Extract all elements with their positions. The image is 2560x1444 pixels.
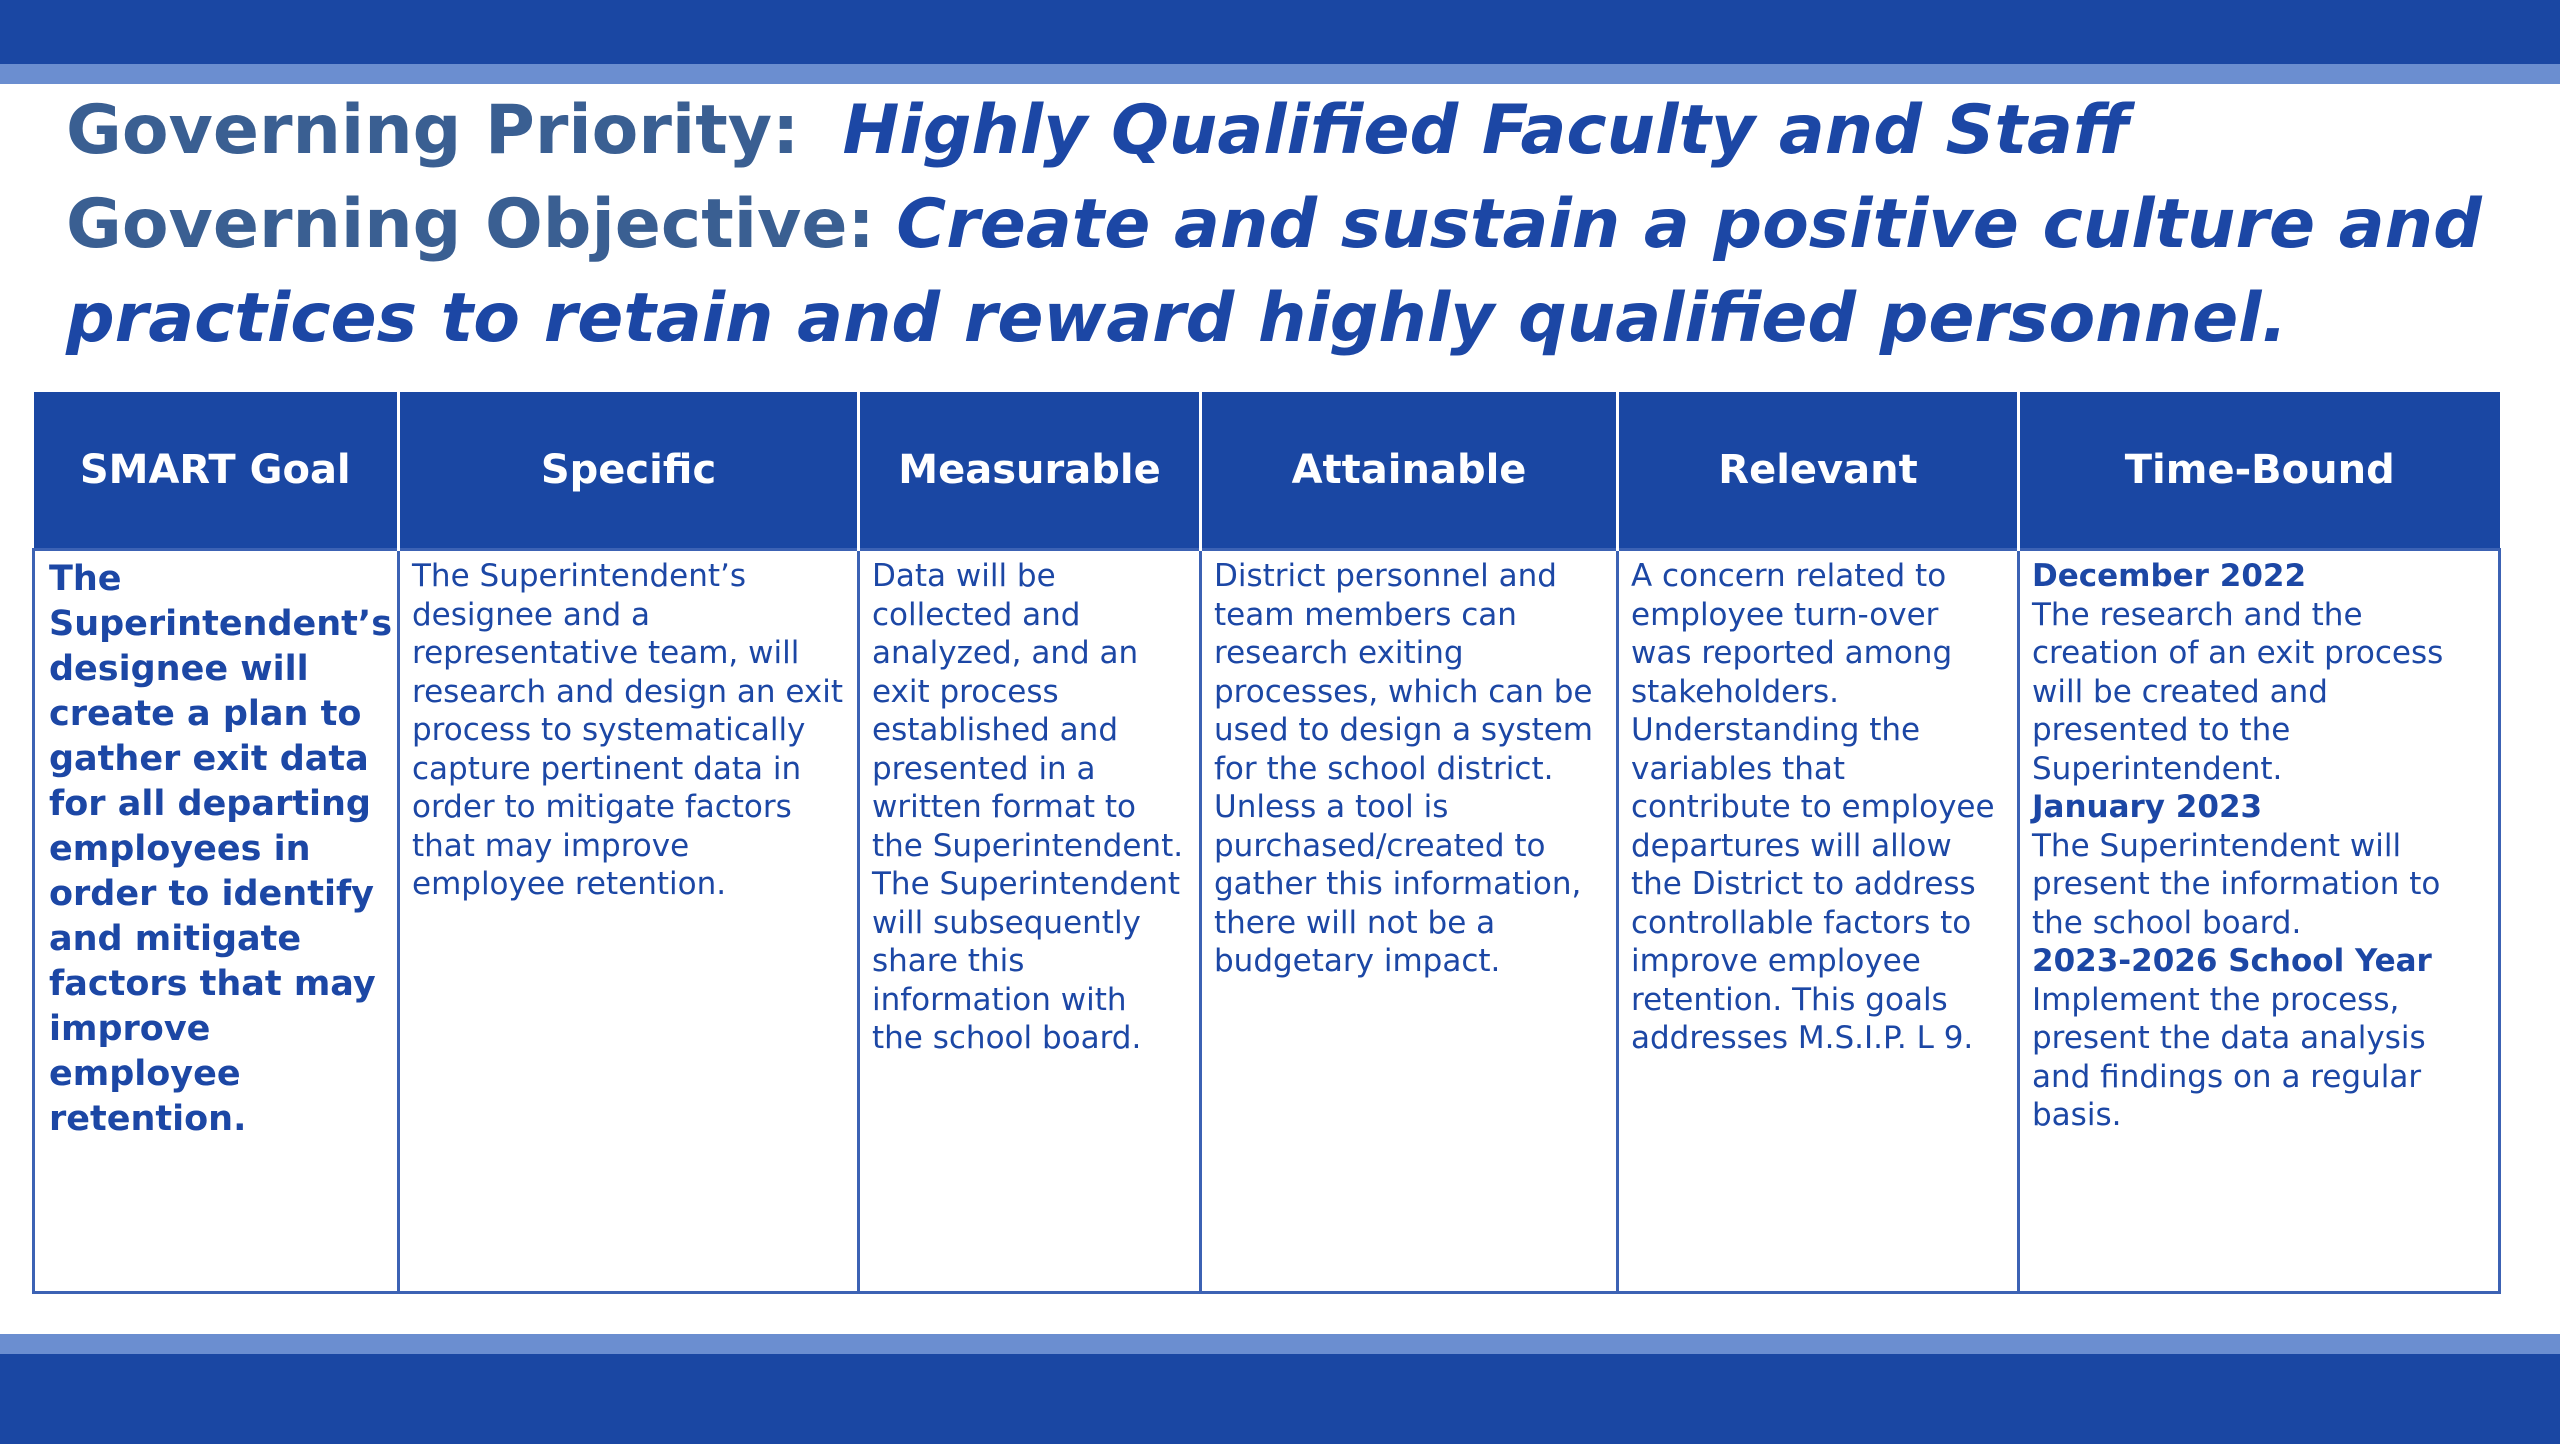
measurable-cell: Data will be collected and analyzed, and an exit process established and presented in a written format to the Superintendent. The Superintendent will subsequently share this information with the school board. xyxy=(859,550,1201,1293)
relevant-cell: A concern related to employee turn-over was reported among stakeholders. Understanding the variables that contribute to employee departures will allow the District to address controllable factors to improve employee retention. This goals addresses M.S.I.P. L 9. xyxy=(1618,550,2019,1293)
milestone-text: The Superintendent will present the information to the school board. xyxy=(2032,827,2441,941)
table-row xyxy=(34,550,2500,1293)
bottom-banner-dark xyxy=(0,1354,2560,1444)
priority-line xyxy=(66,84,2506,178)
column-header-attainable: Attainable xyxy=(1201,392,1618,550)
milestone-heading: 2023-2026 School Year xyxy=(2032,943,2432,979)
slide-heading xyxy=(66,84,2506,366)
column-header-specific: Specific xyxy=(399,392,859,550)
column-header-smart-goal: SMART Goal xyxy=(34,392,399,550)
milestone-text: Implement the process, present the data analysis and findings on a regular basis. xyxy=(2032,981,2426,1133)
priority-value: Highly Qualified Faculty and Staff xyxy=(842,91,2130,170)
attainable-cell: District personnel and team members can research exiting processes, which can be used to design a system for the school district. Unless a tool is purchased/created to gather this information, there will not be a budgetary impact. xyxy=(1201,550,1618,1293)
specific-cell: The Superintendent’s designee and a representative team, will research and design an exit process to systematically capture pertinent data in order to mitigate factors that may improve employee retention. xyxy=(399,550,859,1293)
objective-value: Create and sustain a positive culture and practices to retain and reward highly qualified personnel. xyxy=(66,185,2482,358)
time-bound-cell xyxy=(2019,550,2500,1293)
objective-label: Governing Objective: xyxy=(66,185,875,264)
table-header-row xyxy=(34,392,2500,550)
smart-goal-cell: The Superintendent’s designee will create a plan to gather exit data for all departing employees in order to identify and mitigate factors that may improve employee retention. xyxy=(34,550,399,1293)
column-header-relevant: Relevant xyxy=(1618,392,2019,550)
top-banner-dark xyxy=(0,0,2560,64)
priority-label: Governing Priority: xyxy=(66,91,800,170)
milestone-heading: December 2022 xyxy=(2032,558,2307,594)
objective-line xyxy=(66,178,2506,366)
bottom-banner-light xyxy=(0,1334,2560,1354)
milestone-text: The research and the creation of an exit process will be created and presented to the Superintendent. xyxy=(2032,596,2444,787)
top-banner-light xyxy=(0,64,2560,84)
milestone-heading: January 2023 xyxy=(2032,789,2263,825)
column-header-time-bound: Time-Bound xyxy=(2019,392,2500,550)
column-header-measurable: Measurable xyxy=(859,392,1201,550)
smart-goal-table xyxy=(32,392,2501,1294)
